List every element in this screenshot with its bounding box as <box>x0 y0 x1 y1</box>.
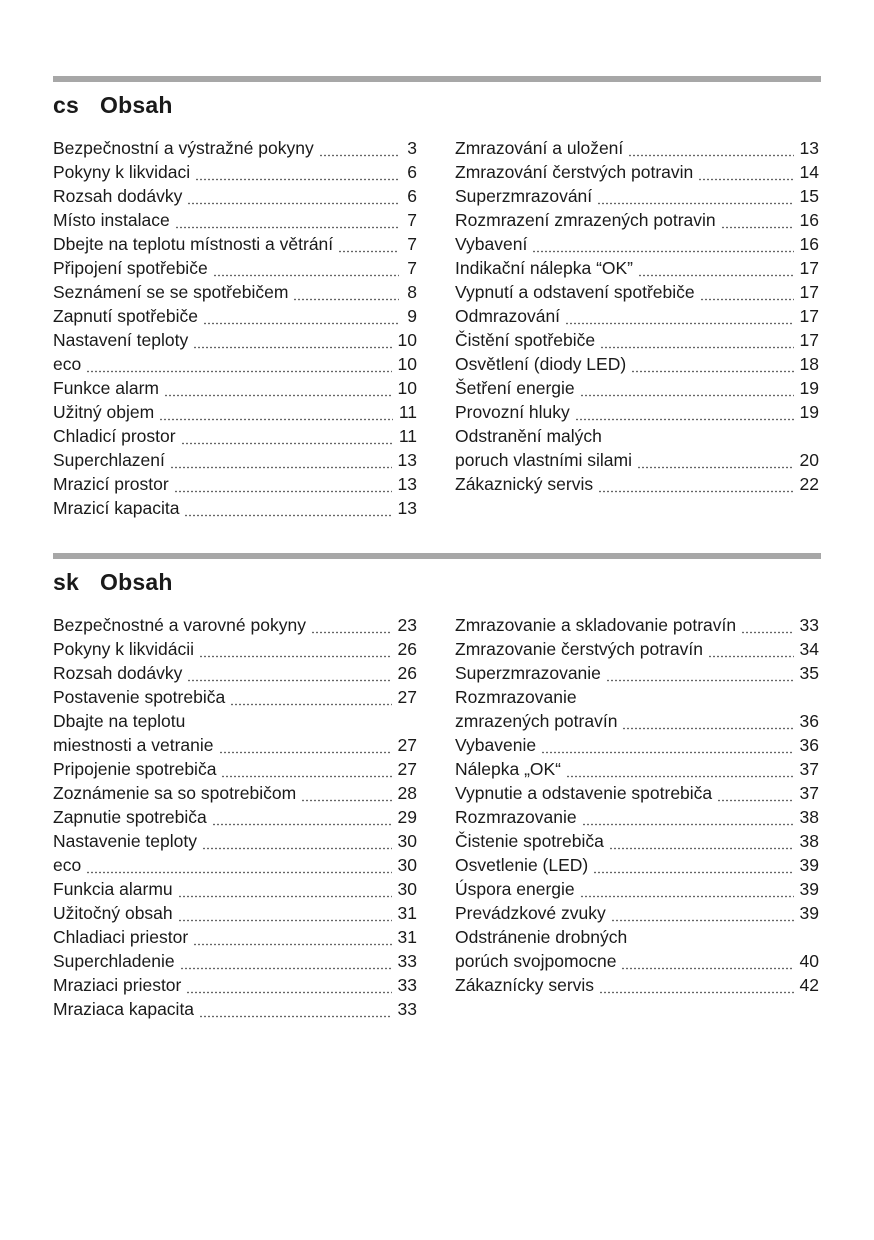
toc-entry-title: Šetření energie <box>455 378 575 398</box>
toc-entry-title: Pokyny k likvidácii <box>53 639 195 659</box>
toc-entry[interactable] <box>455 781 819 805</box>
dot-leader <box>193 925 391 949</box>
dot-leader <box>598 472 793 496</box>
dot-leader <box>582 805 794 829</box>
toc-entry-page: 14 <box>799 162 819 182</box>
toc-entry[interactable] <box>53 733 417 757</box>
toc-entry-title: zmrazených potravín <box>455 711 618 731</box>
toc-entry-page: 36 <box>799 735 819 755</box>
toc-entry-title: eco <box>53 354 82 374</box>
dot-leader <box>532 232 793 256</box>
toc-entry-title: Vypnutí a odstavení spotřebiče <box>455 282 695 302</box>
dot-leader <box>621 949 793 973</box>
toc-entry[interactable] <box>455 352 819 376</box>
toc-column-right <box>455 136 819 496</box>
toc-entry[interactable] <box>53 925 417 949</box>
dot-leader <box>159 400 393 424</box>
toc-entry[interactable] <box>53 424 417 448</box>
toc-entry[interactable] <box>455 757 819 781</box>
toc-entry[interactable] <box>53 877 417 901</box>
dot-leader <box>202 829 392 853</box>
toc-entry-title: Užitný objem <box>53 402 155 422</box>
toc-entry[interactable] <box>53 352 417 376</box>
dot-leader <box>580 376 794 400</box>
toc-entry-page: 40 <box>799 951 819 971</box>
toc-entry-title: Dbajte na teplotu <box>53 711 186 731</box>
toc-entry-title: Zmrazování a uložení <box>455 138 624 158</box>
toc-entry-page: 38 <box>799 807 819 827</box>
toc-entry-title: Mraziaci priestor <box>53 975 182 995</box>
toc-entry-page: 10 <box>397 330 417 350</box>
toc-entry-title: Prevádzkové zvuky <box>455 903 606 923</box>
toc-entry[interactable] <box>53 256 417 280</box>
toc-entry-page: 38 <box>799 831 819 851</box>
toc-entry-page: 36 <box>799 711 819 731</box>
toc-entry-title: Mrazicí prostor <box>53 474 169 494</box>
toc-entry-title: Zákaznický servis <box>455 474 594 494</box>
dot-leader <box>319 136 399 160</box>
toc-entry[interactable] <box>53 637 417 661</box>
toc-entry-page: 3 <box>407 138 417 158</box>
toc-entry-page: 42 <box>799 975 819 995</box>
toc-entry-title: porúch svojpomocne <box>455 951 617 971</box>
toc-entry-title: Superzmrazování <box>455 186 593 206</box>
toc-entry[interactable] <box>53 184 417 208</box>
toc-entry-title: Rozmrazovanie <box>455 807 577 827</box>
dot-leader <box>575 400 794 424</box>
toc-entry-title: Čistenie spotrebiča <box>455 831 604 851</box>
toc-entry[interactable] <box>53 328 417 352</box>
toc-entry-title: Osvětlení (diody LED) <box>455 354 627 374</box>
toc-entry[interactable] <box>455 424 819 448</box>
toc-entry-title: Superzmrazovanie <box>455 663 601 683</box>
toc-entry-title: eco <box>53 855 82 875</box>
dot-leader <box>637 448 794 472</box>
toc-entry-title: Funkce alarm <box>53 378 160 398</box>
toc-entry-page: 11 <box>398 426 417 446</box>
toc-entry-title: Zoznámenie sa so spotrebičom <box>53 783 297 803</box>
toc-entry-title: Bezpečnostní a výstražné pokyny <box>53 138 314 158</box>
dot-leader <box>180 949 392 973</box>
toc-entry[interactable] <box>455 280 819 304</box>
toc-entry-page: 6 <box>407 186 417 206</box>
toc-entry-page: 33 <box>799 615 819 635</box>
toc-entry-page: 16 <box>799 210 819 230</box>
toc-entry-title: Vybavenie <box>455 735 537 755</box>
toc-entry-title: Superchladenie <box>53 951 175 971</box>
toc-entry[interactable] <box>455 136 819 160</box>
toc-entry[interactable] <box>53 901 417 925</box>
toc-entry[interactable] <box>53 472 417 496</box>
language-code: cs <box>53 92 79 118</box>
toc-entry-page: 37 <box>799 759 819 779</box>
toc-entry[interactable] <box>53 757 417 781</box>
toc-entry[interactable] <box>53 280 417 304</box>
section-heading-cs <box>53 92 173 119</box>
toc-entry-page: 30 <box>397 879 417 899</box>
toc-entry-title: Zmrazovanie čerstvých potravín <box>455 639 704 659</box>
toc-entry[interactable] <box>455 304 819 328</box>
toc-entry-title: Funkcia alarmu <box>53 879 173 899</box>
toc-entry[interactable] <box>53 973 417 997</box>
toc-entry-page: 30 <box>397 855 417 875</box>
dot-leader <box>86 352 391 376</box>
toc-entry-title: Zákaznícky servis <box>455 975 595 995</box>
toc-entry-page: 37 <box>799 783 819 803</box>
toc-entry-page: 8 <box>407 282 417 302</box>
toc-entry-title: Rozmrazovanie <box>455 687 577 707</box>
toc-entry[interactable] <box>455 733 819 757</box>
toc-entry[interactable] <box>455 613 819 637</box>
dot-leader <box>721 208 794 232</box>
toc-entry-page: 11 <box>398 402 417 422</box>
toc-entry-page: 26 <box>397 639 417 659</box>
dot-leader <box>611 901 794 925</box>
toc-entry-page: 39 <box>799 855 819 875</box>
toc-column-left <box>53 136 417 520</box>
dot-leader <box>213 256 399 280</box>
toc-entry[interactable] <box>455 256 819 280</box>
toc-entry-title: Vybavení <box>455 234 528 254</box>
toc-entry-page: 23 <box>397 615 417 635</box>
toc-entry[interactable] <box>455 973 819 997</box>
toc-entry[interactable] <box>53 661 417 685</box>
toc-entry-title: Osvetlenie (LED) <box>455 855 589 875</box>
dot-leader <box>622 709 793 733</box>
toc-entry-title: Postavenie spotrebiča <box>53 687 226 707</box>
toc-entry-page: 13 <box>397 474 417 494</box>
toc-entry[interactable] <box>53 376 417 400</box>
dot-leader <box>631 352 793 376</box>
toc-entry-page: 17 <box>799 282 819 302</box>
toc-entry-title: Rozsah dodávky <box>53 663 183 683</box>
dot-leader <box>170 448 392 472</box>
toc-entry-title: Odstránenie drobných <box>455 927 628 947</box>
toc-entry-title: Chladicí prostor <box>53 426 176 446</box>
dot-leader <box>184 496 391 520</box>
toc-entry[interactable] <box>455 925 819 949</box>
dot-leader <box>311 613 392 637</box>
dot-leader <box>293 280 399 304</box>
toc-entry-page: 13 <box>397 498 417 518</box>
dot-leader <box>195 160 399 184</box>
section-title: Obsah <box>100 569 173 595</box>
dot-leader <box>638 256 794 280</box>
toc-entry[interactable] <box>455 805 819 829</box>
dot-leader <box>187 661 391 685</box>
toc-entry-page: 28 <box>397 783 417 803</box>
toc-entry[interactable] <box>53 232 417 256</box>
toc-entry-title: Zmrazování čerstvých potravin <box>455 162 694 182</box>
dot-leader <box>600 328 793 352</box>
toc-entry-title: poruch vlastními silami <box>455 450 632 470</box>
toc-entry-title: Čistění spotřebiče <box>455 330 596 350</box>
toc-entry[interactable] <box>53 685 417 709</box>
toc-entry-page: 17 <box>799 306 819 326</box>
toc-entry-page: 33 <box>397 975 417 995</box>
toc-entry[interactable] <box>53 709 417 733</box>
dot-leader <box>301 781 391 805</box>
toc-entry-page: 10 <box>397 378 417 398</box>
toc-entry[interactable] <box>455 877 819 901</box>
toc-entry[interactable] <box>53 304 417 328</box>
toc-entry-page: 19 <box>799 402 819 422</box>
dot-leader <box>708 637 794 661</box>
section-divider-cs <box>53 76 821 82</box>
toc-entry-title: Zapnutí spotřebiče <box>53 306 198 326</box>
dot-leader <box>698 160 793 184</box>
toc-entry-page: 35 <box>799 663 819 683</box>
dot-leader <box>230 685 391 709</box>
toc-column-right <box>455 613 819 997</box>
toc-entry-page: 33 <box>397 999 417 1019</box>
dot-leader <box>181 424 393 448</box>
toc-entry-page: 30 <box>397 831 417 851</box>
toc-entry-page: 27 <box>397 759 417 779</box>
toc-entry-title: Připojení spotřebiče <box>53 258 208 278</box>
toc-entry[interactable] <box>455 400 819 424</box>
toc-entry-title: Chladiaci priestor <box>53 927 189 947</box>
toc-entry-page: 13 <box>397 450 417 470</box>
toc-entry-page: 27 <box>397 687 417 707</box>
toc-entry[interactable] <box>455 637 819 661</box>
toc-entry-title: Bezpečnostné a varovné pokyny <box>53 615 306 635</box>
dot-leader <box>221 757 391 781</box>
toc-entry-title: Indikační nálepka “OK” <box>455 258 634 278</box>
dot-leader <box>593 853 793 877</box>
toc-entry[interactable] <box>455 328 819 352</box>
toc-entry-page: 39 <box>799 903 819 923</box>
section-heading-sk <box>53 569 173 596</box>
toc-entry[interactable] <box>53 613 417 637</box>
dot-leader <box>580 877 794 901</box>
toc-entry-title: Odstranění malých <box>455 426 602 446</box>
toc-entry-page: 34 <box>799 639 819 659</box>
language-code: sk <box>53 569 79 595</box>
dot-leader <box>700 280 794 304</box>
dot-leader <box>212 805 392 829</box>
toc-entry-page: 18 <box>799 354 819 374</box>
toc-entry-page: 19 <box>799 378 819 398</box>
toc-entry-title: Místo instalace <box>53 210 170 230</box>
toc-entry-title: Provozní hluky <box>455 402 570 422</box>
toc-entry[interactable] <box>53 448 417 472</box>
toc-entry[interactable] <box>53 853 417 877</box>
dot-leader <box>541 733 793 757</box>
dot-leader <box>164 376 392 400</box>
dot-leader <box>338 232 399 256</box>
toc-entry[interactable] <box>455 949 819 973</box>
toc-entry-title: Pripojenie spotrebiča <box>53 759 217 779</box>
section-divider-sk <box>53 553 821 559</box>
toc-entry[interactable] <box>455 829 819 853</box>
toc-entry-title: Mrazicí kapacita <box>53 498 180 518</box>
toc-entry[interactable] <box>53 949 417 973</box>
toc-entry-title: Užitočný obsah <box>53 903 173 923</box>
toc-entry[interactable] <box>455 184 819 208</box>
section-title: Obsah <box>100 92 173 118</box>
dot-leader <box>717 781 793 805</box>
toc-entry-page: 10 <box>397 354 417 374</box>
dot-leader <box>199 637 392 661</box>
dot-leader <box>599 973 793 997</box>
toc-entry[interactable] <box>53 400 417 424</box>
toc-entry[interactable] <box>53 781 417 805</box>
toc-entry-title: Odmrazování <box>455 306 561 326</box>
dot-leader <box>566 757 794 781</box>
toc-entry-page: 27 <box>397 735 417 755</box>
toc-entry-title: Dbejte na teplotu místnosti a větrání <box>53 234 334 254</box>
toc-entry[interactable] <box>455 472 819 496</box>
toc-entry-title: Zmrazovanie a skladovanie potravín <box>455 615 737 635</box>
toc-entry-page: 6 <box>407 162 417 182</box>
toc-entry-title: Rozsah dodávky <box>53 186 183 206</box>
toc-entry-page: 26 <box>397 663 417 683</box>
toc-entry-page: 16 <box>799 234 819 254</box>
toc-entry[interactable] <box>53 496 417 520</box>
toc-entry-page: 7 <box>407 210 417 230</box>
toc-entry-title: Mraziaca kapacita <box>53 999 195 1019</box>
toc-entry[interactable] <box>53 997 417 1021</box>
dot-leader <box>219 733 392 757</box>
dot-leader <box>193 328 391 352</box>
toc-column-left <box>53 613 417 1021</box>
toc-entry[interactable] <box>53 805 417 829</box>
toc-entry[interactable] <box>455 208 819 232</box>
toc-entry[interactable] <box>455 853 819 877</box>
toc-entry[interactable] <box>455 901 819 925</box>
toc-entry-title: Vypnutie a odstavenie spotrebiča <box>455 783 713 803</box>
dot-leader <box>175 208 399 232</box>
toc-entry-title: Seznámení se se spotřebičem <box>53 282 289 302</box>
toc-entry-page: 20 <box>799 450 819 470</box>
dot-leader <box>178 877 392 901</box>
toc-entry[interactable] <box>53 160 417 184</box>
toc-entry-page: 33 <box>397 951 417 971</box>
toc-entry-title: miestnosti a vetranie <box>53 735 214 755</box>
toc-entry-title: Nastavení teploty <box>53 330 189 350</box>
toc-entry-page: 7 <box>407 234 417 254</box>
toc-entry-title: Zapnutie spotrebiča <box>53 807 207 827</box>
toc-entry-page: 22 <box>799 474 819 494</box>
dot-leader <box>86 853 391 877</box>
toc-entry-title: Nastavenie teploty <box>53 831 197 851</box>
dot-leader <box>606 661 794 685</box>
toc-entry-page: 29 <box>397 807 417 827</box>
toc-entry-page: 13 <box>799 138 819 158</box>
dot-leader <box>186 973 391 997</box>
toc-entry[interactable] <box>455 709 819 733</box>
dot-leader <box>199 997 391 1021</box>
toc-entry[interactable] <box>53 829 417 853</box>
toc-entry-page: 17 <box>799 258 819 278</box>
dot-leader <box>628 136 793 160</box>
toc-entry[interactable] <box>455 376 819 400</box>
dot-leader <box>609 829 794 853</box>
toc-entry-title: Rozmrazení zmrazených potravin <box>455 210 716 230</box>
dot-leader <box>741 613 793 637</box>
toc-entry[interactable] <box>53 136 417 160</box>
toc-entry[interactable] <box>455 448 819 472</box>
dot-leader <box>203 304 399 328</box>
toc-entry-page: 7 <box>407 258 417 278</box>
dot-leader <box>597 184 793 208</box>
toc-entry[interactable] <box>455 661 819 685</box>
toc-entry-title: Úspora energie <box>455 879 575 899</box>
toc-entry-page: 39 <box>799 879 819 899</box>
dot-leader <box>565 304 793 328</box>
toc-entry[interactable] <box>53 208 417 232</box>
toc-entry-title: Superchlazení <box>53 450 165 470</box>
toc-entry-page: 31 <box>397 903 417 923</box>
toc-entry[interactable] <box>455 232 819 256</box>
toc-entry-page: 15 <box>799 186 819 206</box>
toc-entry[interactable] <box>455 685 819 709</box>
dot-leader <box>178 901 392 925</box>
dot-leader <box>187 184 399 208</box>
toc-entry-title: Nálepka „OK“ <box>455 759 562 779</box>
toc-entry-page: 17 <box>799 330 819 350</box>
toc-entry[interactable] <box>455 160 819 184</box>
toc-entry-page: 9 <box>407 306 417 326</box>
toc-entry-title: Pokyny k likvidaci <box>53 162 191 182</box>
toc-entry-page: 31 <box>397 927 417 947</box>
dot-leader <box>174 472 392 496</box>
